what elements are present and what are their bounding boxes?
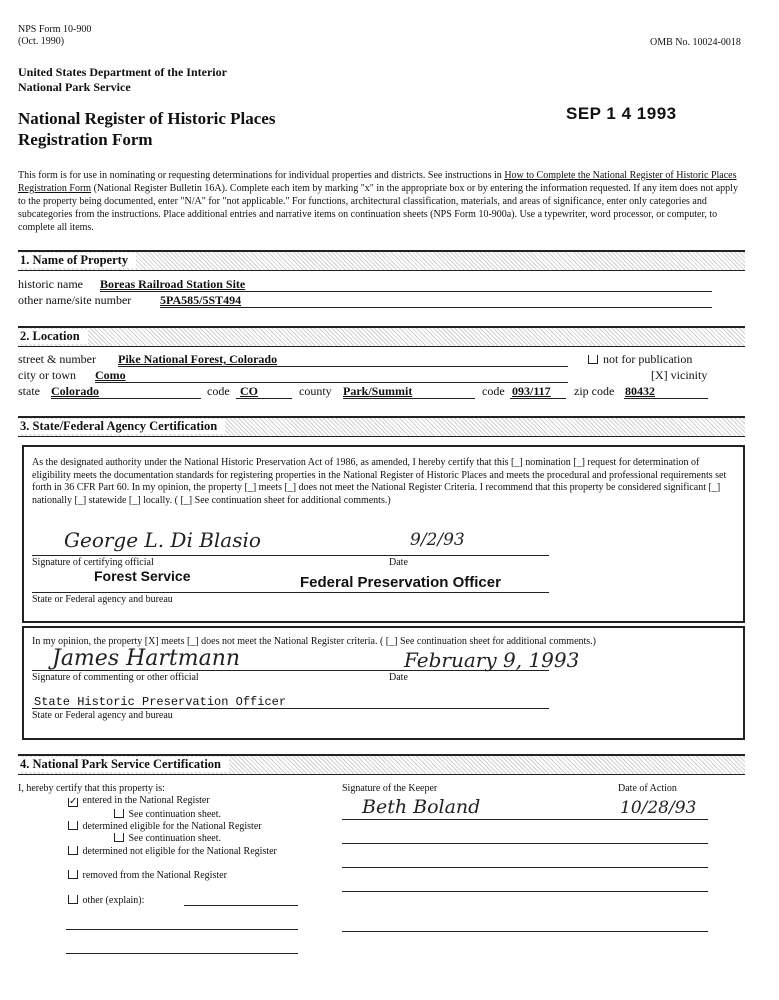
city-value: Como (95, 368, 126, 382)
not-for-publication: not for publication (586, 352, 692, 367)
state-code-value: CO (240, 384, 258, 398)
vicinity: [X] vicinity (651, 368, 708, 382)
keeper-label: Signature of the Keeper (342, 783, 438, 794)
signature2-label: Signature of commenting or other official (32, 672, 199, 683)
signature-label: Signature of certifying official (32, 557, 154, 568)
agency2-value: State Historic Preservation Officer (34, 695, 287, 709)
date2-label: Date (389, 672, 408, 683)
historic-name-label: historic name (18, 277, 83, 291)
certifying-signature: George L. Di Blasio (64, 528, 261, 552)
other-name-label: other name/site number (18, 293, 132, 307)
omb-number: OMB No. 10024-0018 (650, 37, 741, 48)
city-label: city or town (18, 368, 76, 382)
section-1-header: 1. Name of Property (18, 250, 745, 271)
other-option: other (explain): (66, 894, 144, 906)
zip-value: 80432 (625, 384, 655, 398)
certification-paragraph: As the designated authority under the National Historic Preservation Act of 1986, as amended, I hereby certify that this [_] nomination [_] request for determination of eligibility meets the documentation standards for registering properties in the National Register of Historic Places and meets the procedural and professional requirements set forth in 36 CFR Part 60. In my opinion, the property [_] meets [_] does not meet the National Register Criteria. I recommend that this property be considered significant [_] nationally [_] statewide [_] locally. ( [_] See continuation sheet for additional comments.) (32, 457, 727, 506)
eligible-checkbox (68, 821, 78, 830)
removed-option: removed from the National Register (66, 869, 227, 881)
vicinity-checkbox: [X] (651, 368, 668, 382)
street-label: street & number (18, 352, 96, 366)
entered-option: ✓ entered in the National Register (69, 795, 210, 807)
commenting-signature: James Hartmann (52, 646, 241, 671)
county-label: county (299, 384, 332, 398)
not-eligible-checkbox (68, 846, 78, 855)
other-name-value: 5PA585/5ST494 (160, 293, 242, 307)
section-3-header: 3. State/Federal Agency Certification (18, 416, 745, 437)
official-title: Federal Preservation Officer (300, 574, 501, 591)
continuation-checkbox (114, 809, 124, 818)
entered-checkbox: ✓ (69, 796, 78, 807)
agency-label: State or Federal agency and bureau (32, 594, 173, 605)
date-label: Date (389, 557, 408, 568)
state-label: state (18, 384, 40, 398)
opinion-statement: In my opinion, the property [X] meets [_] does not meet the National Register criteria. ( [_] See continuation sheet for additional comments.) (32, 636, 597, 647)
section-2-header: 2. Location (18, 326, 745, 347)
certifying-date: 9/2/93 (410, 530, 465, 550)
county-code-label: code (482, 384, 505, 398)
state-code-label: code (207, 384, 230, 398)
commenting-date: February 9, 1993 (404, 648, 580, 672)
page-title: National Register of Historic Places (18, 109, 276, 128)
action-date-label: Date of Action (618, 783, 677, 794)
continuation2-option: See continuation sheet. (112, 832, 221, 844)
county-value: Park/Summit (343, 384, 413, 398)
page-subtitle: Registration Form (18, 130, 153, 149)
service: National Park Service (18, 80, 131, 94)
state-value: Colorado (51, 384, 99, 398)
county-code-value: 093/117 (512, 384, 551, 398)
continuation2-checkbox (114, 833, 124, 842)
form-number: NPS Form 10-900 (18, 24, 92, 35)
received-date-stamp: SEP 1 4 1993 (566, 104, 677, 123)
removed-checkbox (68, 870, 78, 879)
keeper-signature: Beth Boland (362, 796, 481, 818)
department: United States Department of the Interior (18, 65, 227, 79)
continuation-option: See continuation sheet. (112, 808, 221, 820)
street-value: Pike National Forest, Colorado (118, 352, 278, 366)
form-date: (Oct. 1990) (18, 36, 65, 47)
historic-name-value: Boreas Railroad Station Site (100, 277, 246, 291)
other-checkbox (68, 895, 78, 904)
not-for-publication-checkbox (588, 355, 598, 364)
not-eligible-option: determined not eligible for the National Register (66, 845, 277, 857)
agency-value: Forest Service (94, 568, 191, 584)
zip-label: zip code (574, 384, 615, 398)
agency2-label: State or Federal agency and bureau (32, 710, 173, 721)
eligible-option: determined eligible for the National Register (66, 820, 262, 832)
action-date: 10/28/93 (620, 798, 697, 818)
intro-paragraph: This form is for use in nominating or requesting determinations for individual properties and districts. See instructions in How to Complete the National Register of Historic Places Registration Form (National Register Bulletin 16A). Complete each item by marking "x" in the appropriate box or by entering the information requested. If any item does not apply to the property being documented, enter "N/A" for "not applicable." For functions, architectural classification, materials, and areas of significance, enter only categories and subcategories from the instructions. Place additional entries and narrative items on continuation sheets (NPS Form 10-900a). Use a typewriter, word processor, or computer, to complete all items. (18, 170, 738, 233)
section-4-header: 4. National Park Service Certification (18, 754, 745, 775)
nps-intro: I, hereby certify that this property is: (18, 783, 165, 794)
